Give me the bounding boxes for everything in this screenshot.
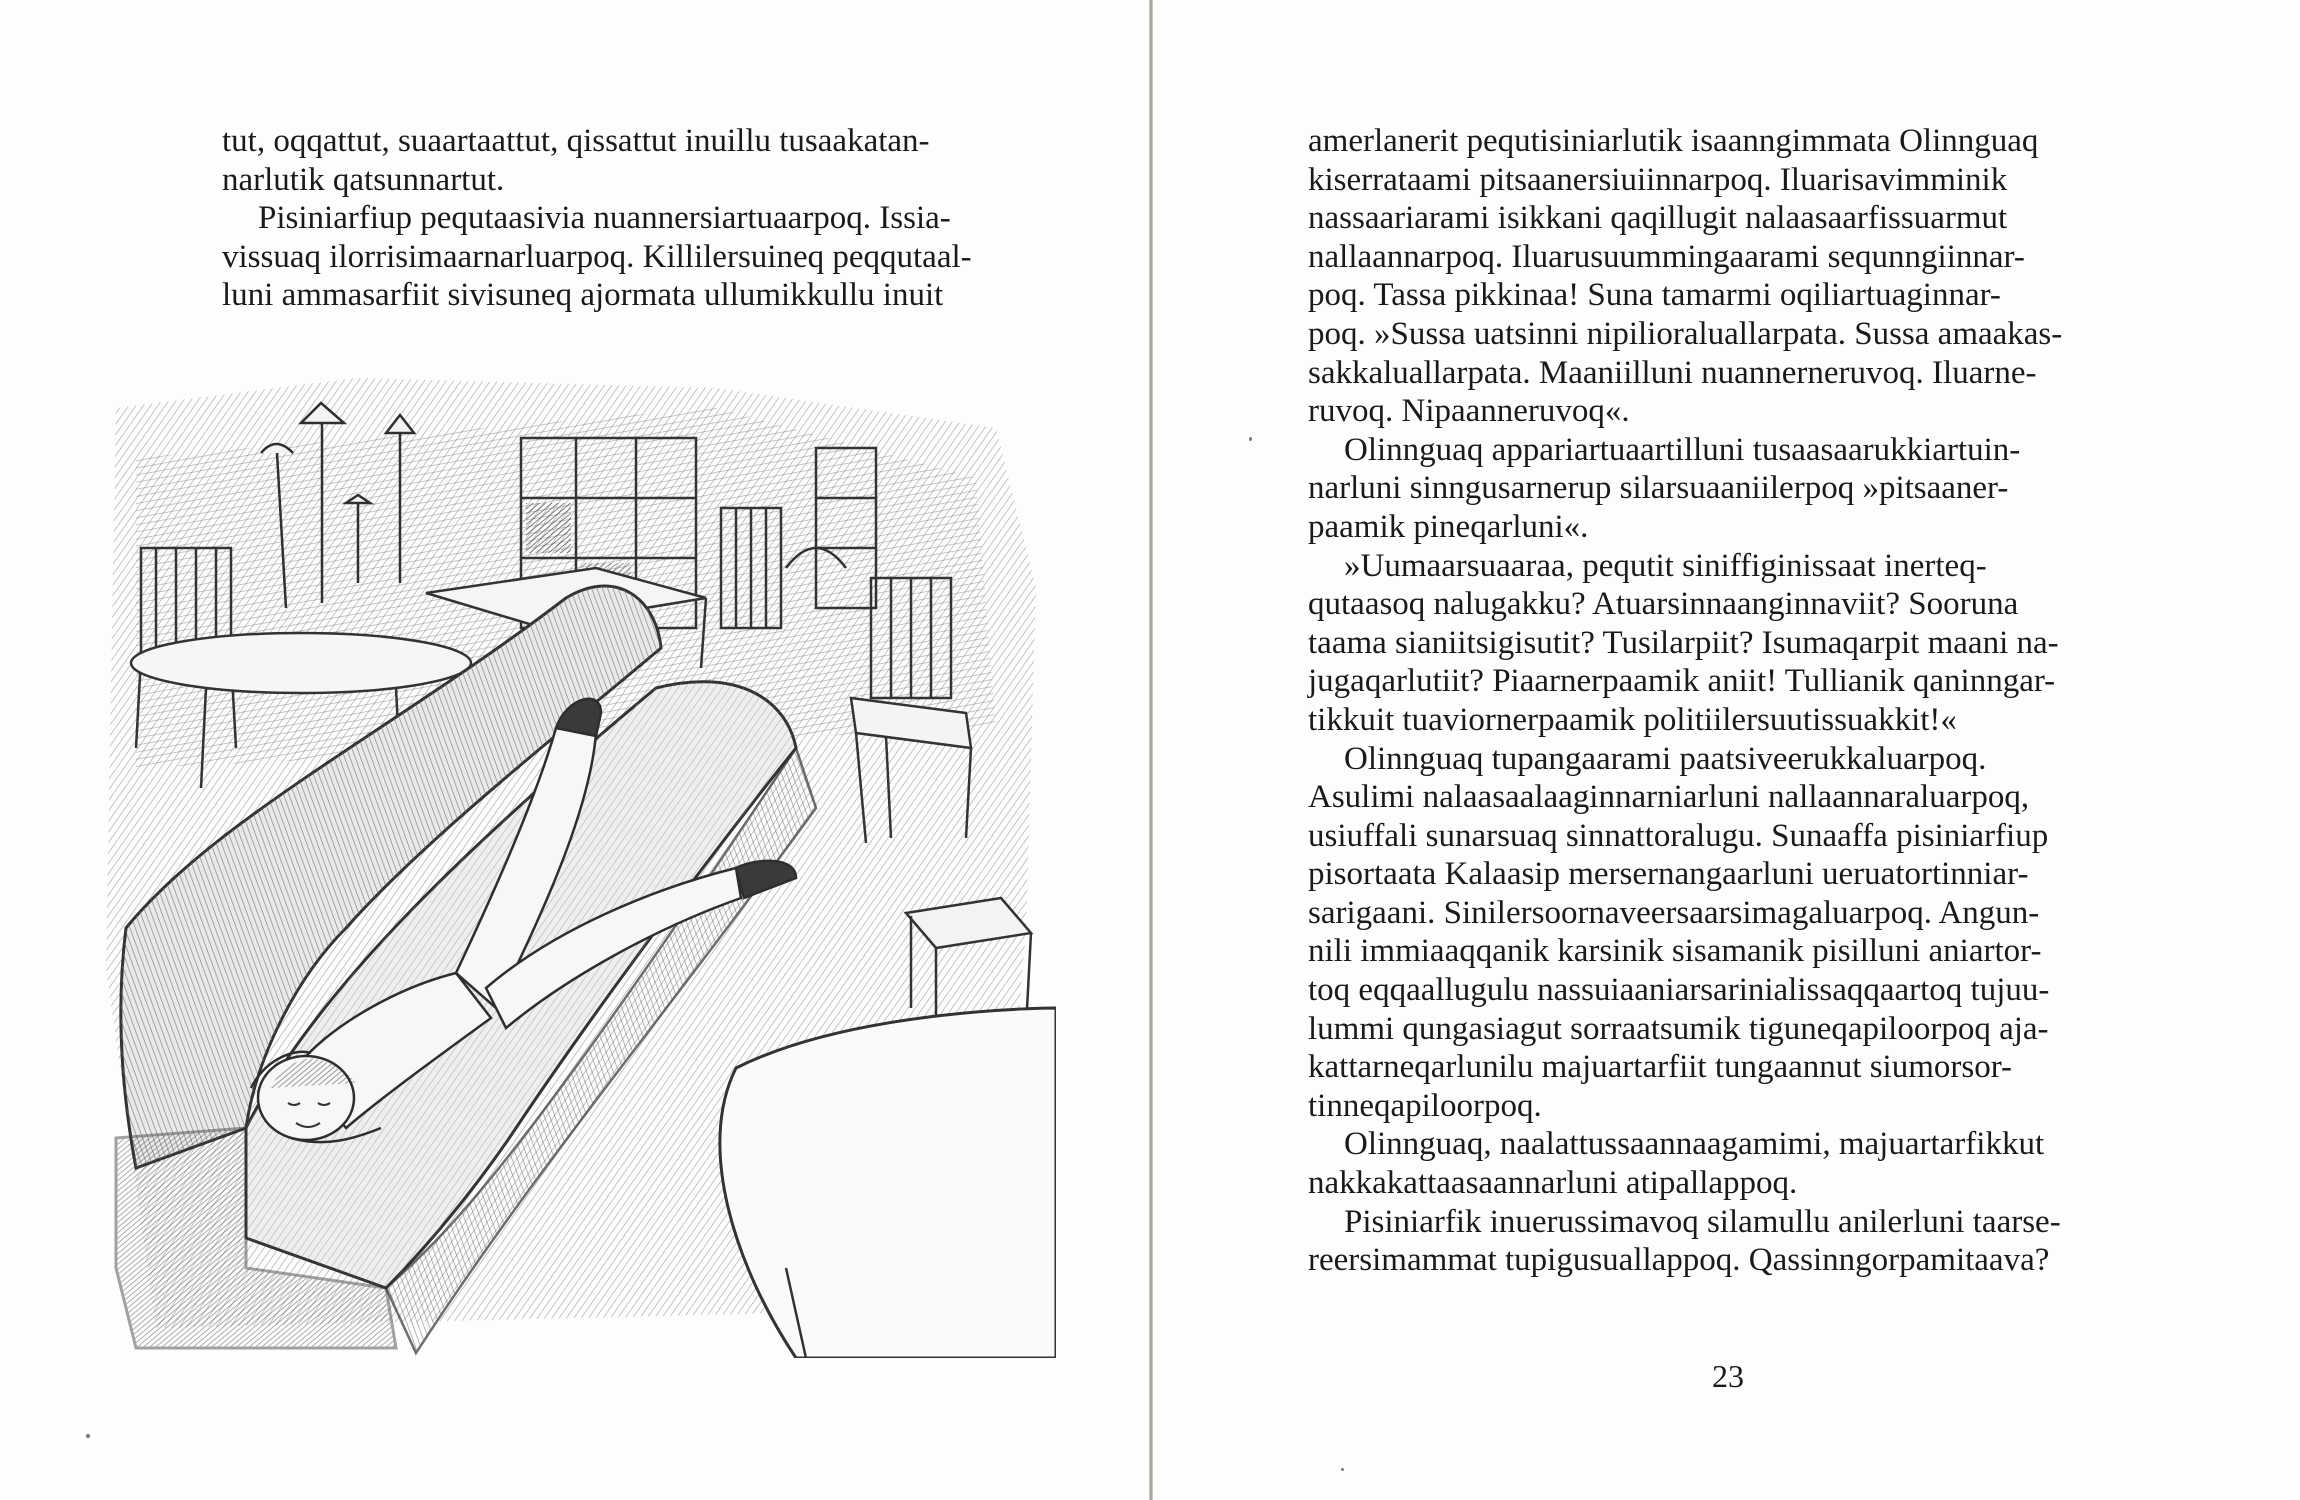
text-line: Asulimi nalaasaalaaginnarniarluni nallaannaraluarpoq,: [1308, 779, 2030, 816]
paper-speck: [1341, 1468, 1344, 1471]
sofa-sketch-illustration: [96, 368, 1056, 1358]
left-page-text: [222, 122, 980, 315]
paragraph: [222, 122, 980, 199]
text-line: jugaqarlutiit? Piaarnerpaamik aniit! Tullianik qaninngar-: [1308, 663, 2056, 700]
text-line: lummi qungasiagut sorraatsumik tiguneqapiloorpoq aja-: [1308, 1010, 2049, 1047]
text-line: usiuffali sunarsuaq sinnattoralugu. Sunaaffa pisiniarfiup: [1308, 817, 2049, 854]
paragraph: [1308, 547, 2078, 740]
paragraph: [1308, 740, 2078, 1126]
text-line: Olinnguaq tupangaarami paatsiveerukkaluarpoq.: [1344, 740, 1987, 777]
text-line: nakkakattaasaannarluni atipallappoq.: [1308, 1165, 1798, 1202]
paragraph: [1308, 122, 2078, 431]
text-line: Olinnguaq, naalattussaannaagamimi, majuartarfikkut: [1344, 1126, 2045, 1163]
text-line: sakkaluallarpata. Maaniilluni nuannerneruvoq. Iluarne-: [1308, 354, 2037, 391]
text-line: sarigaani. Sinilersoornaveersaarsimagaluarpoq. Angun-: [1308, 894, 2040, 931]
text-line: tut, oqqattut, suaartaattut, qissattut inuillu tusaakatan-: [222, 123, 930, 159]
right-page: [1153, 0, 2300, 1500]
text-line: narlutik qatsunnartut.: [222, 161, 505, 198]
text-line: kiserrataami pitsaanersiuiinnarpoq. Iluarisavimminik: [1308, 161, 2008, 198]
text-line: narluni sinngusarnerup silarsuaaniilerpoq »pitsaaner-: [1308, 470, 2009, 507]
text-line: vissuaq ilorrisimaarnarluarpoq. Killilersuineq peqqutaal-: [222, 238, 972, 275]
text-line: nallaannarpoq. Iluarusuummingaarami sequnngiinnar-: [1308, 238, 2025, 275]
text-line: taama sianiitsigisutit? Tusilarpiit? Isumaqarpit maani na-: [1308, 624, 2059, 661]
text-line: Olinnguaq appariartuaartilluni tusaasaarukkiartuin-: [1344, 431, 2021, 468]
page-number: 23: [1712, 1358, 1744, 1394]
text-line: tikkuit tuaviornerpaamik politiilersuutissuakkit!«: [1308, 701, 1957, 738]
text-line: poq. »Sussa uatsinni nipilioraluallarpata. Sussa amaakas-: [1308, 315, 2063, 352]
text-line: toq eqqaallugulu nassuiaaniarsarinialissaqqaartoq tujuu-: [1308, 972, 2050, 1009]
text-line: luni ammasarfiit sivisuneq ajormata ullumikkullu inuit: [222, 277, 944, 314]
text-line: »Uumaarsuaaraa, pequtit siniffiginissaat inerteq-: [1344, 547, 1987, 584]
paragraph: [1308, 1125, 2078, 1202]
paper-speck: [86, 1434, 90, 1438]
text-line: nili immiaaqqanik karsinik sisamanik pisilluni aniartor-: [1308, 933, 2042, 970]
text-line: ruvoq. Nipaanneruvoq«.: [1308, 393, 1630, 430]
text-line: nassaariarami isikkani qaqillugit nalaasaarfissuarmut: [1308, 200, 2008, 237]
text-line: amerlanerit pequtisiniarlutik isaanngimmata Olinnguaq: [1308, 123, 2039, 159]
right-page-text: [1308, 122, 2078, 1280]
left-page: [0, 0, 1149, 1500]
text-line: poq. Tassa pikkinaa! Suna tamarmi oqiliartuaginnar-: [1308, 277, 2001, 314]
text-line: qutaasoq nalugakku? Atuarsinnaanginnaviit? Sooruna: [1308, 586, 2019, 623]
paragraph: [222, 199, 980, 315]
text-line: kattarneqarlunilu majuartarfiit tungaannut siumorsor-: [1308, 1049, 2013, 1086]
text-line: tinneqapiloorpoq.: [1308, 1087, 1542, 1124]
text-line: paamik pineqarluni«.: [1308, 508, 1589, 545]
text-line: pisortaata Kalaasip mersernangaarluni ueruatortinniar-: [1308, 856, 2029, 893]
pencil-sketch-person-on-sofa-icon: [96, 368, 1056, 1358]
text-line: Pisiniarfik inuerussimavoq silamullu anilerluni taarse-: [1344, 1203, 2061, 1240]
text-line: Pisiniarfiup pequtaasivia nuannersiartuaarpoq. Issia-: [258, 200, 951, 237]
text-line: reersimammat tupigusuallappoq. Qassinngorpamitaava?: [1308, 1242, 2050, 1279]
paragraph: [1308, 431, 2078, 547]
paragraph: [1308, 1203, 2078, 1280]
paper-speck: [1249, 437, 1252, 441]
